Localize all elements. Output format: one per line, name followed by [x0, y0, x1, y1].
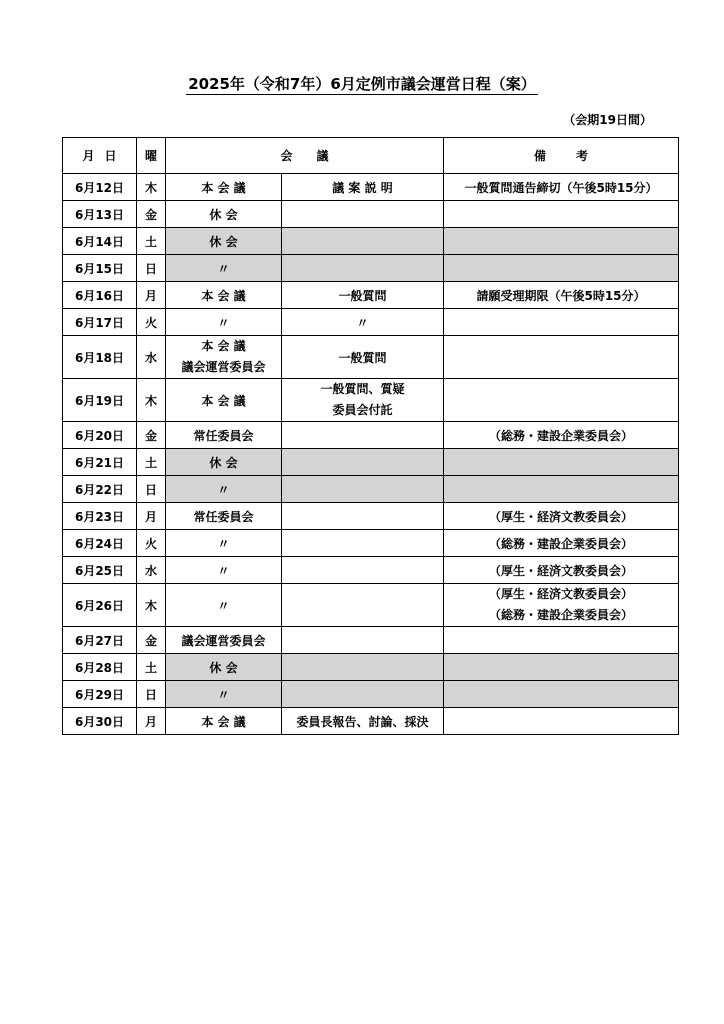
- schedule-row: [63, 422, 679, 449]
- weekday-cell: 水: [137, 557, 166, 584]
- notes-cell: （総務・建設企業委員会）: [444, 530, 679, 557]
- weekday-cell: 月: [137, 503, 166, 530]
- date-cell: 6月21日: [63, 449, 137, 476]
- weekday-cell: 火: [137, 530, 166, 557]
- date-cell: 6月29日: [63, 681, 137, 708]
- content-cell: 議 案 説 明: [282, 174, 444, 201]
- notes-cell: [444, 476, 679, 503]
- notes-cell: [444, 309, 679, 336]
- schedule-row: [63, 282, 679, 309]
- notes-cell: [444, 449, 679, 476]
- date-cell: 6月16日: [63, 282, 137, 309]
- meeting-cell: 議会運営委員会: [166, 627, 282, 654]
- weekday-cell: 金: [137, 627, 166, 654]
- schedule-row: [63, 557, 679, 584]
- date-cell: 6月18日: [63, 336, 137, 379]
- notes-cell: （厚生・経済文教委員会） （総務・建設企業委員会）: [444, 584, 679, 627]
- meeting-cell: 〃: [166, 584, 282, 627]
- content-cell: 〃: [282, 309, 444, 336]
- meeting-cell: 休 会: [166, 228, 282, 255]
- date-cell: 6月17日: [63, 309, 137, 336]
- date-cell: 6月24日: [63, 530, 137, 557]
- schedule-row: [63, 309, 679, 336]
- content-cell: [282, 476, 444, 503]
- meeting-cell: 〃: [166, 681, 282, 708]
- schedule-row: [63, 336, 679, 379]
- date-cell: 6月28日: [63, 654, 137, 681]
- schedule-row: [63, 530, 679, 557]
- notes-cell: [444, 336, 679, 379]
- meeting-cell: 常任委員会: [166, 503, 282, 530]
- meeting-cell: 休 会: [166, 654, 282, 681]
- notes-cell: [444, 708, 679, 735]
- weekday-cell: 木: [137, 584, 166, 627]
- schedule-row: [63, 255, 679, 282]
- weekday-cell: 月: [137, 708, 166, 735]
- date-cell: 6月22日: [63, 476, 137, 503]
- content-cell: [282, 654, 444, 681]
- content-cell: 委員長報告、討論、採決: [282, 708, 444, 735]
- content-cell: [282, 681, 444, 708]
- content-cell: [282, 503, 444, 530]
- weekday-cell: 土: [137, 449, 166, 476]
- content-cell: [282, 584, 444, 627]
- content-cell: [282, 627, 444, 654]
- weekday-cell: 木: [137, 379, 166, 422]
- date-cell: 6月26日: [63, 584, 137, 627]
- notes-cell: [444, 228, 679, 255]
- notes-cell: [444, 681, 679, 708]
- content-cell: [282, 422, 444, 449]
- notes-cell: [444, 201, 679, 228]
- weekday-cell: 金: [137, 422, 166, 449]
- schedule-row: [63, 449, 679, 476]
- meeting-cell: 〃: [166, 476, 282, 503]
- weekday-cell: 土: [137, 228, 166, 255]
- notes-cell: [444, 654, 679, 681]
- date-cell: 6月23日: [63, 503, 137, 530]
- notes-cell: [444, 627, 679, 654]
- schedule-row: [63, 228, 679, 255]
- meeting-cell: 〃: [166, 530, 282, 557]
- header-notes: 備考: [444, 138, 679, 174]
- notes-cell: [444, 255, 679, 282]
- page-title: [0, 73, 724, 94]
- meeting-cell: 〃: [166, 557, 282, 584]
- weekday-cell: 水: [137, 336, 166, 379]
- schedule-row: [63, 681, 679, 708]
- meeting-cell: 本 会 議: [166, 708, 282, 735]
- weekday-cell: 火: [137, 309, 166, 336]
- notes-cell: （総務・建設企業委員会）: [444, 422, 679, 449]
- weekday-cell: 日: [137, 255, 166, 282]
- meeting-cell: 本 会 議: [166, 282, 282, 309]
- notes-cell: 請願受理期限（午後5時15分）: [444, 282, 679, 309]
- meeting-cell: 〃: [166, 255, 282, 282]
- content-cell: [282, 201, 444, 228]
- content-cell: [282, 449, 444, 476]
- date-cell: 6月27日: [63, 627, 137, 654]
- weekday-cell: 土: [137, 654, 166, 681]
- notes-cell: 一般質問通告締切（午後5時15分）: [444, 174, 679, 201]
- date-cell: 6月15日: [63, 255, 137, 282]
- meeting-cell: 休 会: [166, 201, 282, 228]
- schedule-row: [63, 174, 679, 201]
- meeting-cell: 常任委員会: [166, 422, 282, 449]
- date-cell: 6月14日: [63, 228, 137, 255]
- weekday-cell: 日: [137, 681, 166, 708]
- header-date: 月日: [63, 138, 137, 174]
- header-weekday: 曜: [137, 138, 166, 174]
- schedule-row: [63, 708, 679, 735]
- date-cell: 6月12日: [63, 174, 137, 201]
- notes-cell: [444, 379, 679, 422]
- title-text: 2025年（令和7年）6月定例市議会運営日程（案）: [188, 75, 536, 93]
- schedule-row: [63, 654, 679, 681]
- schedule-row: [63, 503, 679, 530]
- meeting-cell: 〃: [166, 309, 282, 336]
- content-cell: 一般質問、質疑 委員会付託: [282, 379, 444, 422]
- notes-cell: （厚生・経済文教委員会）: [444, 557, 679, 584]
- meeting-cell: 休 会: [166, 449, 282, 476]
- weekday-cell: 金: [137, 201, 166, 228]
- date-cell: 6月30日: [63, 708, 137, 735]
- meeting-cell: 本 会 議 議会運営委員会: [166, 336, 282, 379]
- meeting-cell: 本 会 議: [166, 174, 282, 201]
- session-period: （会期19日間）: [563, 113, 652, 127]
- schedule-row: [63, 201, 679, 228]
- schedule-row: [63, 627, 679, 654]
- content-cell: 一般質問: [282, 282, 444, 309]
- content-cell: 一般質問: [282, 336, 444, 379]
- date-cell: 6月19日: [63, 379, 137, 422]
- weekday-cell: 木: [137, 174, 166, 201]
- meeting-cell: 本 会 議: [166, 379, 282, 422]
- weekday-cell: 月: [137, 282, 166, 309]
- notes-cell: （厚生・経済文教委員会）: [444, 503, 679, 530]
- header-meeting: 会議: [166, 138, 444, 174]
- content-cell: [282, 255, 444, 282]
- date-cell: 6月13日: [63, 201, 137, 228]
- schedule-row: [63, 476, 679, 503]
- schedule-table: [62, 137, 679, 735]
- date-cell: 6月20日: [63, 422, 137, 449]
- weekday-cell: 日: [137, 476, 166, 503]
- schedule-row: [63, 584, 679, 627]
- content-cell: [282, 557, 444, 584]
- header-row: [63, 138, 679, 174]
- content-cell: [282, 530, 444, 557]
- date-cell: 6月25日: [63, 557, 137, 584]
- content-cell: [282, 228, 444, 255]
- schedule-row: [63, 379, 679, 422]
